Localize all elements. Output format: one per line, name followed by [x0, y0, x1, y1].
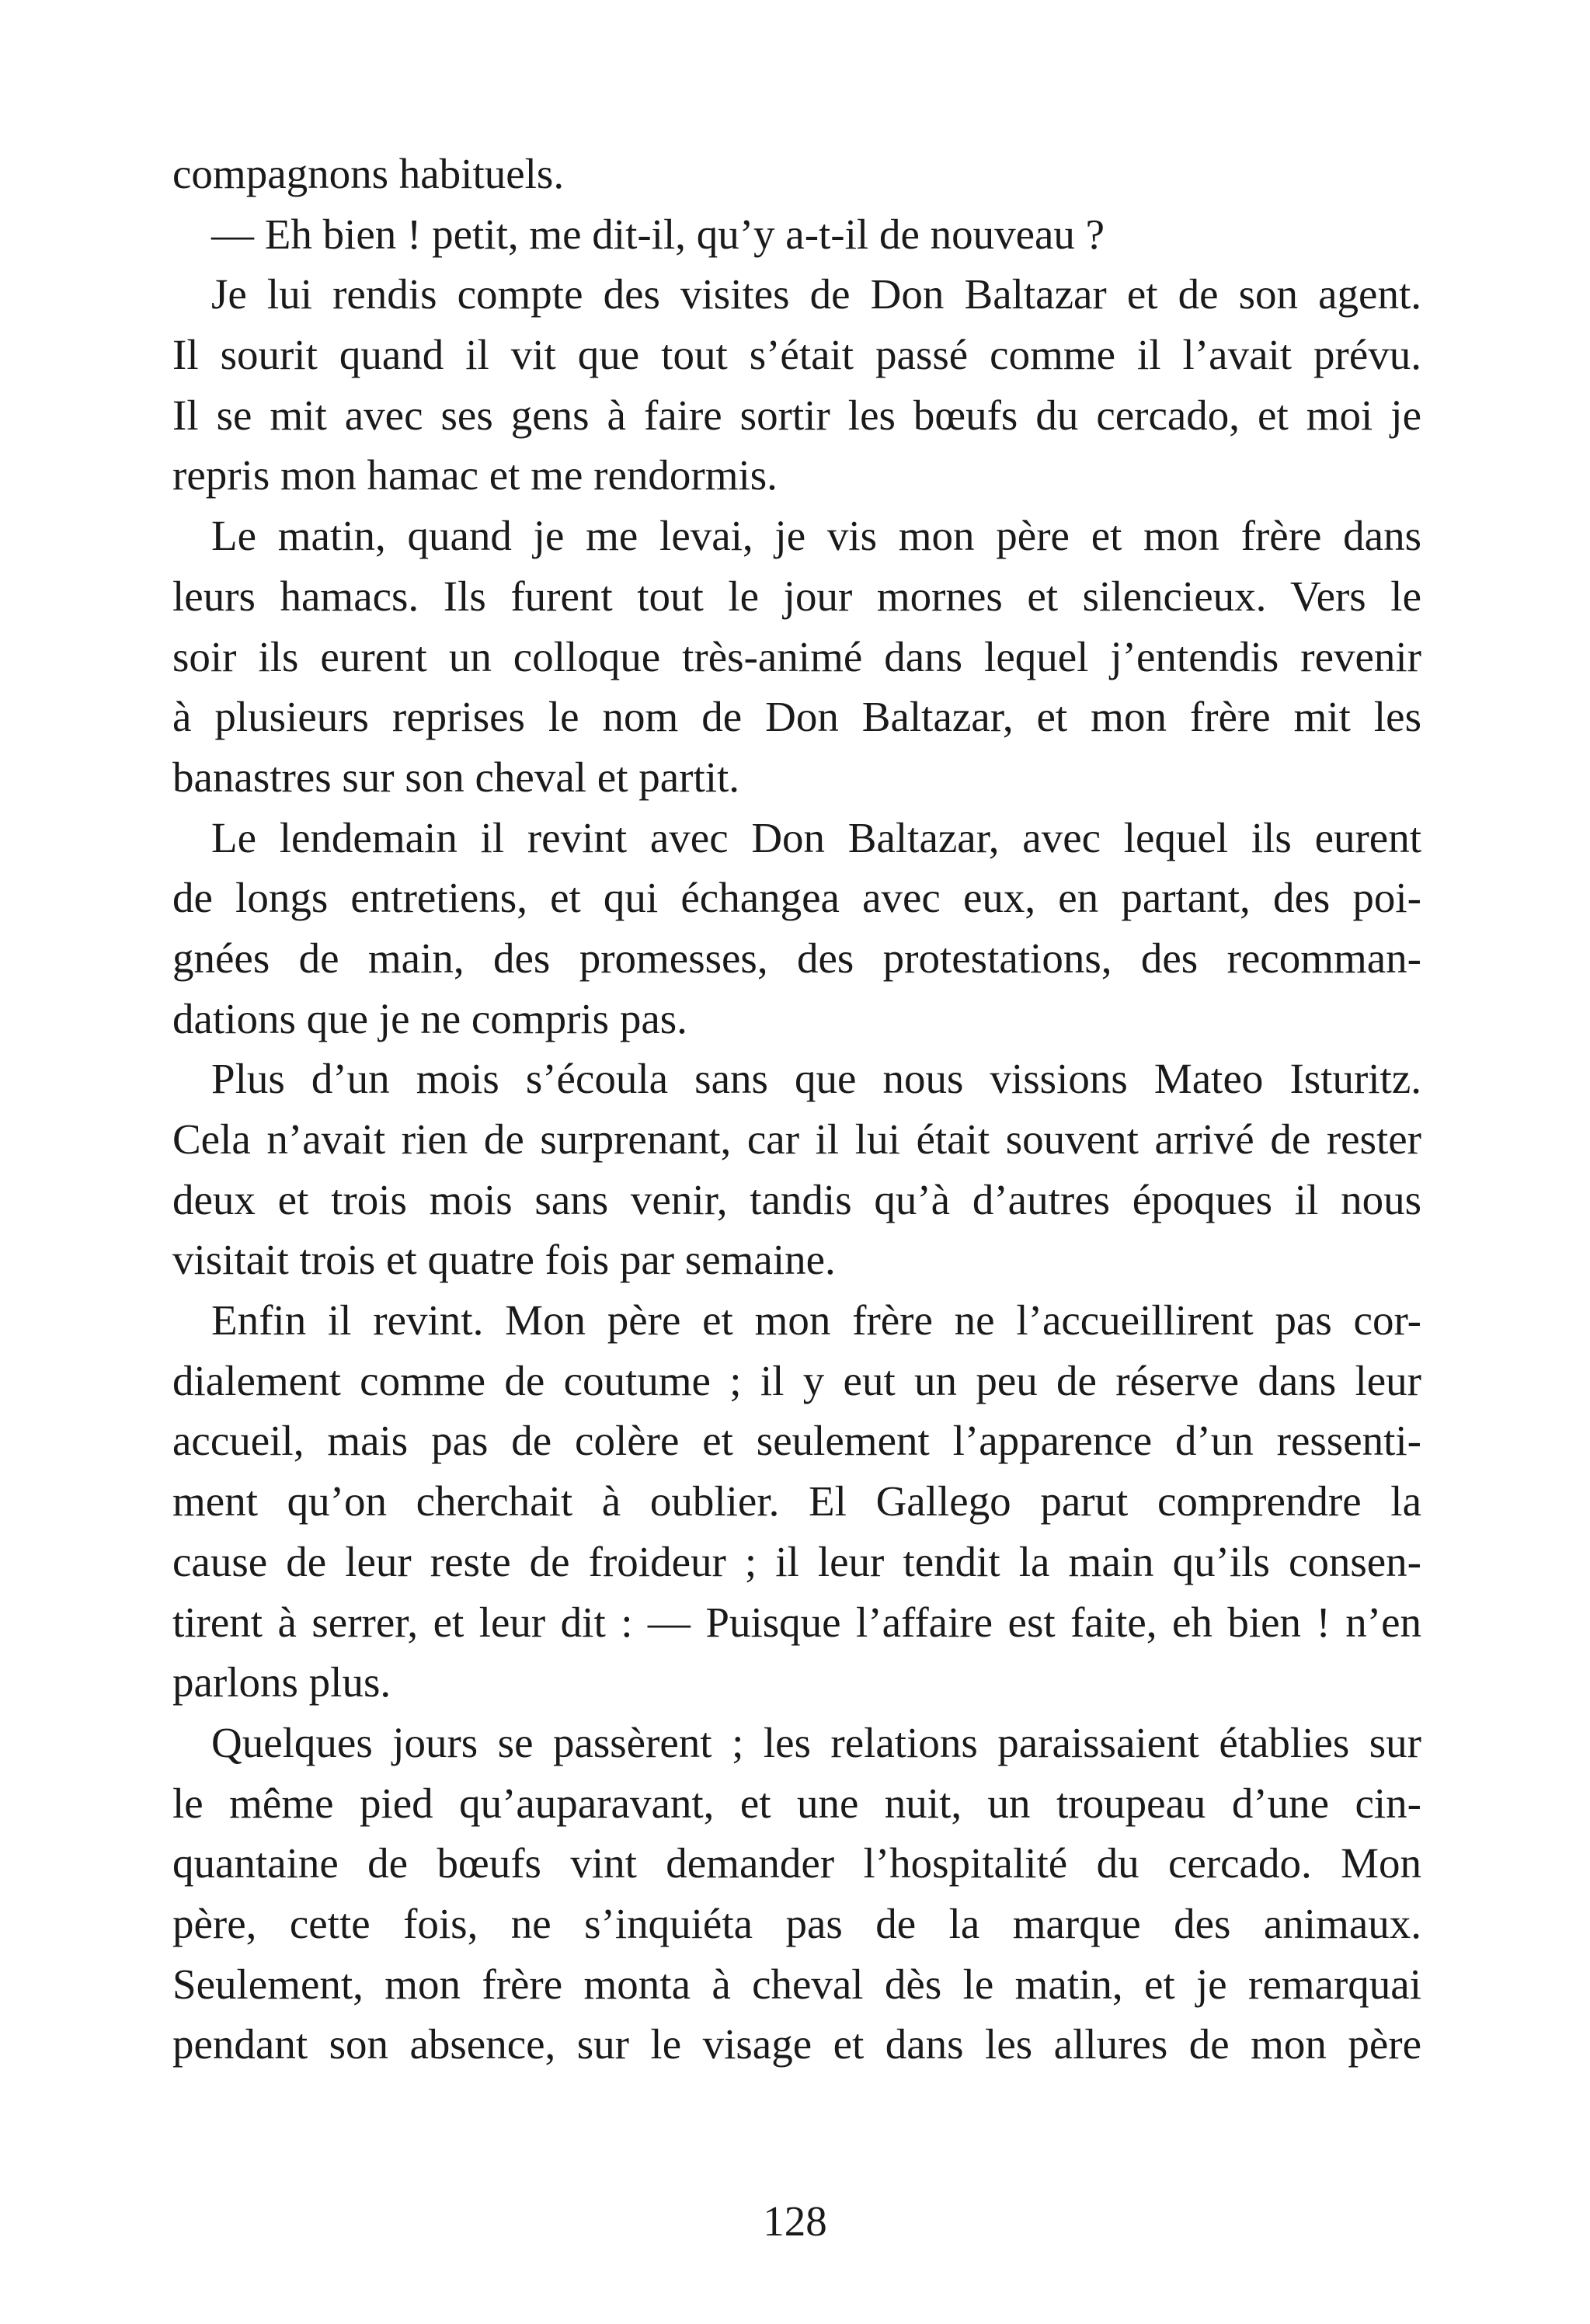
text-line: compagnons habituels. [172, 150, 565, 197]
text-line: pendant son absence, sur le visage et dans les allures de mon père [172, 2020, 1421, 2068]
text-line: Enfin il revint. Mon père et mon frère ne l’accueillirent pas cor- [211, 1296, 1421, 1345]
text-line: Cela n’avait rien de surprenant, car il lui était souvent arrivé de rester [172, 1115, 1421, 1163]
text-line: dations que je ne compris pas. [172, 994, 687, 1042]
text-line: Seulement, mon frère monta à cheval dès le matin, et je remarquai [172, 1960, 1421, 2008]
page-number: 128 [763, 2197, 827, 2245]
text-line: soir ils eurent un colloque très-animé dans lequel j’entendis revenir [172, 632, 1421, 680]
text-line: Il se mit avec ses gens à faire sortir les bœufs du cercado, et moi je [172, 391, 1421, 439]
text-line: Je lui rendis compte des visites de Don Baltazar et de son agent. [211, 270, 1421, 318]
text-line: Le lendemain il revint avec Don Baltazar, avec lequel ils eurent [211, 813, 1421, 861]
text-line: Quelques jours se passèrent ; les relations paraissaient établies sur [211, 1718, 1421, 1766]
text-line: tirent à serrer, et leur dit : — Puisque l’affaire est faite, eh bien ! n’en [172, 1598, 1421, 1646]
text-line: cause de leur reste de froideur ; il leur tendit la main qu’ils consen- [172, 1537, 1421, 1585]
text-line: ment qu’on cherchait à oublier. El Gallego parut comprendre la [172, 1477, 1421, 1526]
text-line: deux et trois mois sans venir, tandis qu’à d’autres époques il nous [172, 1175, 1421, 1223]
text-line: Plus d’un mois s’écoula sans que nous vissions Mateo Isturitz. [211, 1055, 1421, 1103]
text-line: visitait trois et quatre fois par semaine. [172, 1236, 836, 1284]
text-line: repris mon hamac et me rendormis. [172, 451, 778, 499]
text-line: — Eh bien ! petit, me dit-il, qu’y a-t-il de nouveau ? [211, 210, 1105, 258]
text-line: le même pied qu’auparavant, et une nuit, un troupeau d’une cin- [172, 1779, 1421, 1827]
text-line: Il sourit quand il vit que tout s’était passé comme il l’avait prévu. [172, 331, 1421, 379]
text-line: de longs entretiens, et qui échangea avec eux, en partant, des poi- [172, 874, 1421, 922]
text-line: accueil, mais pas de colère et seulement l’apparence d’un ressenti- [172, 1417, 1421, 1465]
body-text [172, 144, 1421, 2075]
text-line: père, cette fois, ne s’inquiéta pas de la marque des animaux. [172, 1899, 1421, 1947]
text-line: dialement comme de coutume ; il y eut un peu de réserve dans leur [172, 1356, 1421, 1404]
text-line: Le matin, quand je me levai, je vis mon père et mon frère dans [211, 512, 1421, 560]
text-line: leurs hamacs. Ils furent tout le jour mornes et silencieux. Vers le [172, 572, 1421, 620]
text-line: parlons plus. [172, 1658, 391, 1706]
text-line: gnées de main, des promesses, des protestations, des recomman- [172, 934, 1421, 982]
text-line: banastres sur son cheval et partit. [172, 753, 740, 801]
text-line: quantaine de bœufs vint demander l’hospitalité du cercado. Mon [172, 1839, 1421, 1887]
text-line: à plusieurs reprises le nom de Don Baltazar, et mon frère mit les [172, 693, 1421, 741]
